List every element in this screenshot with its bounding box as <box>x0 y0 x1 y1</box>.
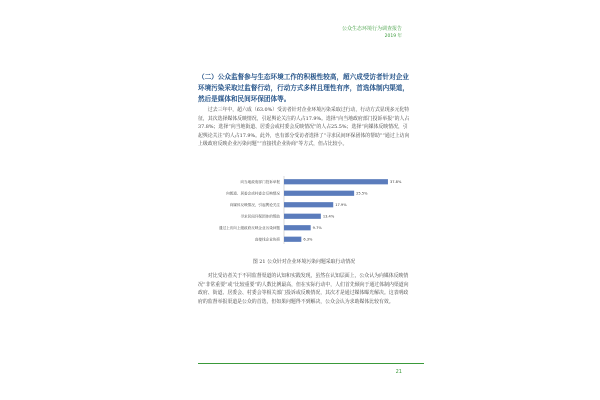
value-label: 9.7% <box>312 226 322 231</box>
category-label: 寻求民间环保团体的帮助 <box>240 214 280 219</box>
body-paragraph-1: 过去三年中，超六成（63.0%）受访者针对企业环境污染采取过行动，行动方式显现多元化特征，其次选择媒体反映情况，引起舆论关注的人占17.9%。选择“向当地政府部门投诉举报”的人占37.8%；选择“向当地街道、居委会或村委会反映情况”的人占25.5%；选择“向媒体反映情况，引起舆论关注”的人占17.9%。此外，也有部分受访者选择了“寻求民间环保团体的帮助”“通过上访向上级政府反映企业污染问题”“直接找企业协商”等方式，但占比较小。 <box>198 107 410 148</box>
bar-chart <box>198 174 410 250</box>
bar <box>284 225 311 230</box>
footer-rule <box>198 363 424 364</box>
section-heading: （二）公众监督参与生态环境工作的积极性较高，超六成受访者针对企业环境污染采取过监督行动，行动方式多样且理性有序，首选体制内渠道，然后是媒体和民间环保团体等。 <box>198 73 409 103</box>
running-header-title: 公众生态环境行为调查报告 <box>341 26 402 32</box>
page-number: 21 <box>395 369 402 375</box>
running-header-year: 2019 年 <box>384 34 402 39</box>
value-label: 17.9% <box>335 203 347 208</box>
value-label: 37.8% <box>389 180 402 185</box>
value-label: 6.3% <box>303 237 313 242</box>
bar-chart-svg <box>198 174 410 250</box>
figure-caption: 图 21 公众针对企业环境污染问题采取行动情况 <box>252 259 356 265</box>
category-label: 通过上访向上级政府反映企业污染问题 <box>218 226 280 231</box>
bar <box>284 191 354 196</box>
bar <box>284 214 321 219</box>
body-paragraph-2: 对比受访者关于不同监督渠道的认知和实践发现，虽然在认知层面上，公众认为向媒体反映情况“非常重要”或“比较重要”的人数比例最高，但在实际行动中，人们首先倾向于通过体制内渠道向政府、街道、居委会、村委会等相关部门投诉或反映情况，其次才是通过媒体曝光解决。这表明政府的监督举报渠道是公众的首选，但如果问题得不到解决，公众会认为求助媒体比较有效。 <box>198 273 409 305</box>
category-label: 向街道、居委会或村委会反映情况 <box>226 191 280 196</box>
value-label: 25.5% <box>356 191 368 196</box>
category-label: 向当地政府部门投诉举报 <box>240 180 280 185</box>
category-label: 直接找企业协商 <box>254 237 280 242</box>
bar <box>284 237 301 242</box>
category-label: 向媒体反映情况，引起舆论关注 <box>229 203 280 208</box>
bar <box>284 202 333 207</box>
value-label: 13.4% <box>322 214 335 219</box>
bar <box>284 179 388 184</box>
